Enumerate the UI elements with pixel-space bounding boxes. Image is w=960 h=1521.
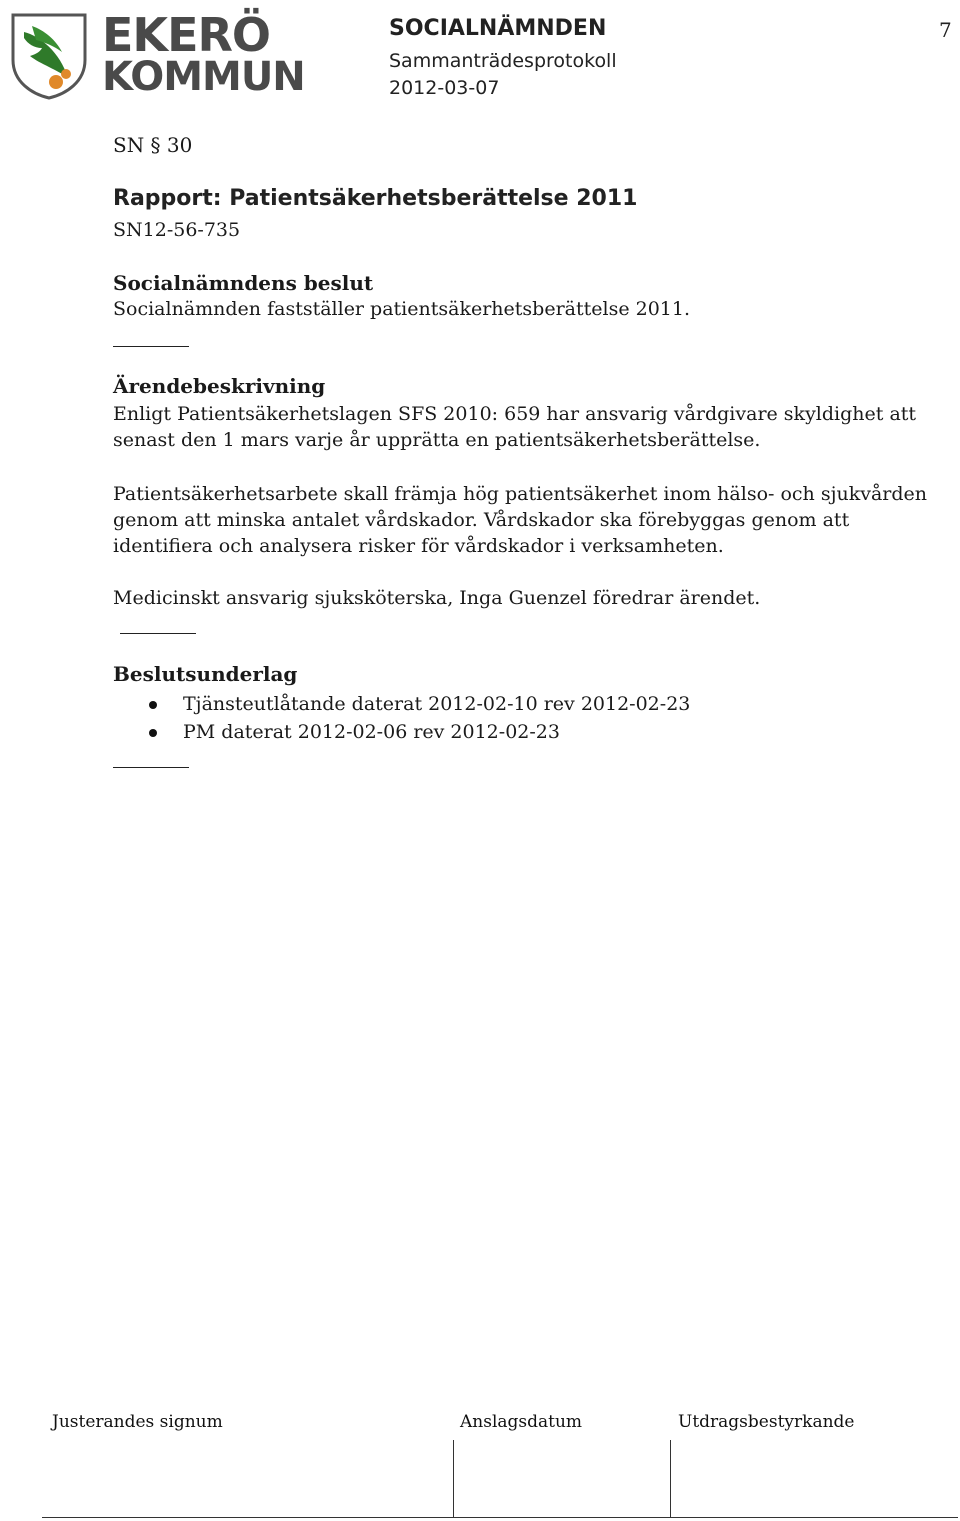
basis-list [113, 690, 690, 746]
footer-divider [453, 1440, 454, 1517]
description-paragraph: Enligt Patientsäkerhetslagen SFS 2010: 659 har ansvarig vårdgivare skyldighet att senast den 1 mars varje år upprätta en patientsäkerhetsberättelse. [113, 403, 917, 451]
basis-heading: Beslutsunderlag [113, 662, 298, 686]
description-paragraph: Medicinskt ansvarig sjuksköterska, Inga Guenzel föredrar ärendet. [113, 587, 761, 609]
decision-heading: Socialnämndens beslut [113, 271, 374, 295]
section-divider [120, 633, 196, 634]
footer-divider [670, 1440, 671, 1517]
section-divider [113, 767, 189, 768]
section-divider [113, 346, 189, 347]
committee-name: SOCIALNÄMNDEN [389, 16, 607, 41]
item-title: Rapport: Patientsäkerhetsberättelse 2011 [113, 186, 638, 211]
footer-baseline [42, 1517, 958, 1518]
signature-label: Justerandes signum [52, 1412, 223, 1432]
bullet-icon [149, 701, 157, 709]
paragraph-number: SN § 30 [113, 133, 193, 157]
municipality-logo [10, 8, 305, 100]
meeting-date: 2012-03-07 [389, 77, 500, 99]
decision-text: Socialnämnden fastställer patientsäkerhetsberättelse 2011. [113, 298, 690, 320]
logo-text-ekero: EKERÖ [102, 8, 271, 62]
page-number: 7 [939, 18, 952, 42]
bullet-icon [149, 729, 157, 737]
list-item [113, 690, 690, 718]
list-item-text: PM daterat 2012-02-06 rev 2012-02-23 [183, 721, 560, 743]
description-heading: Ärendebeskrivning [113, 374, 326, 398]
list-item [113, 718, 690, 746]
case-number: SN12-56-735 [113, 219, 241, 241]
posting-date-label: Anslagsdatum [460, 1412, 583, 1432]
list-item-text: Tjänsteutlåtande daterat 2012-02-10 rev 2012-02-23 [183, 693, 691, 715]
document-type: Sammanträdesprotokoll [389, 50, 617, 72]
shield-leaf-icon [10, 12, 88, 100]
extract-certifier-label: Utdragsbestyrkande [678, 1412, 855, 1432]
logo-text-kommun: KOMMUN [102, 54, 305, 100]
description-paragraph: Patientsäkerhetsarbete skall främja hög patientsäkerhet inom hälso- och sjukvården genom att minska antalet vårdskador. Vårdskador ska förebyggas genom att identifiera och analysera risker för vårdskador i verksamheten. [113, 483, 928, 557]
